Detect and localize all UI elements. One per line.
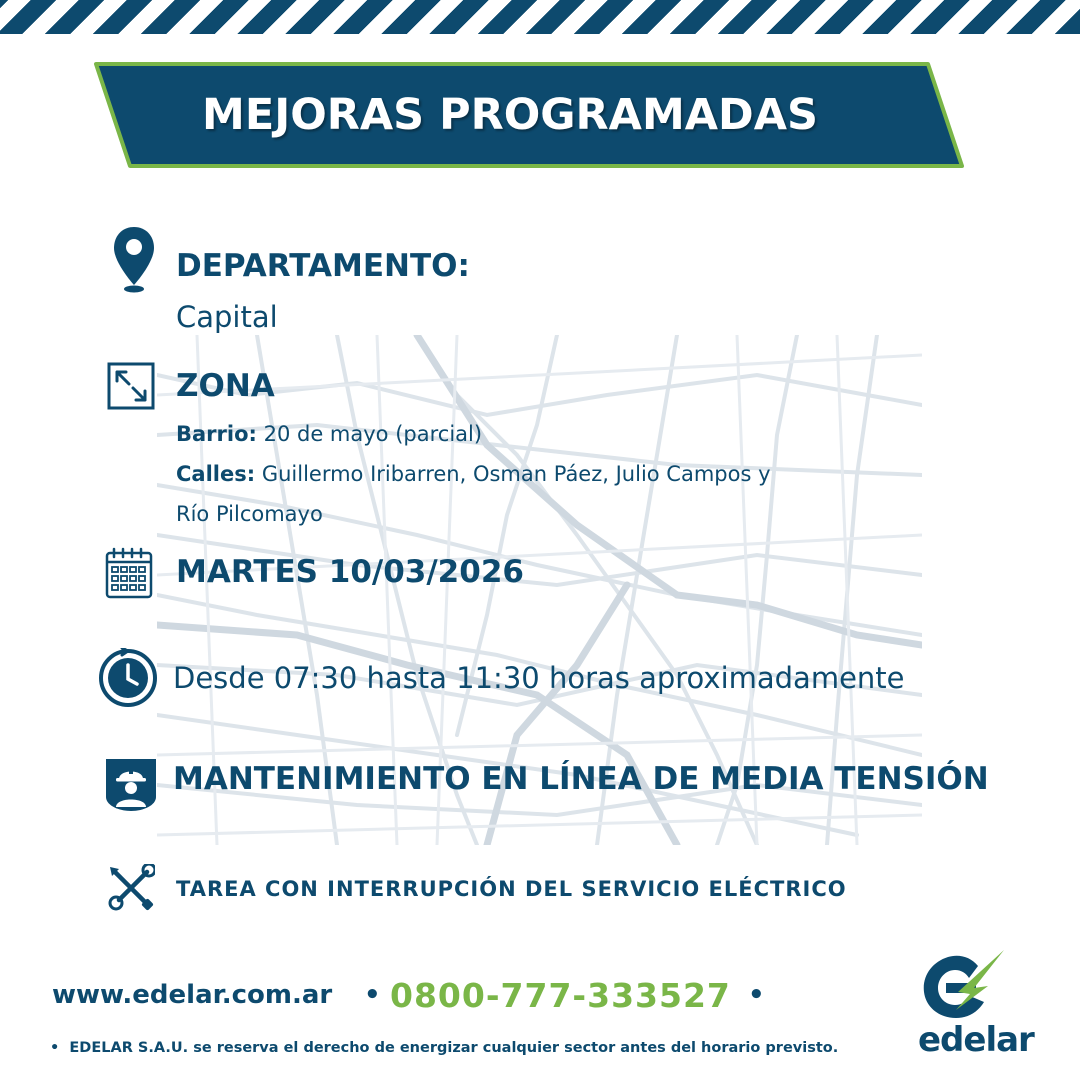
hazard-stripes (0, 0, 1080, 34)
expand-arrows-icon (107, 362, 155, 410)
zona-calles (176, 454, 771, 494)
zona-barrio (176, 414, 482, 454)
edelar-logo-icon (916, 948, 1006, 1024)
edelar-logo-text: edelar (918, 1020, 1034, 1060)
departamento-heading: DEPARTAMENTO: (176, 248, 470, 284)
footer-separator: • (364, 980, 381, 1010)
phone-number[interactable]: 0800-777-333527 (390, 976, 731, 1015)
calles-value-line2: Río Pilcomayo (176, 502, 323, 526)
zona-heading: ZONA (176, 368, 275, 404)
tools-icon (107, 864, 155, 912)
clock-icon (98, 648, 158, 708)
note-bullet: • (50, 1040, 60, 1056)
barrio-value: 20 de mayo (parcial) (263, 422, 483, 446)
footer-note (50, 1040, 838, 1056)
departamento-value: Capital (176, 300, 278, 334)
calles-value-line1: Guillermo Iribarren, Osman Páez, Julio Campos y (261, 462, 771, 486)
calles-label: Calles: (176, 462, 256, 486)
trabajo-text: MANTENIMIENTO EN LÍNEA DE MEDIA TENSIÓN (173, 761, 989, 797)
footer-separator-end: • (748, 980, 765, 1010)
tarea-text: TAREA CON INTERRUPCIÓN DEL SERVICIO ELÉCTRICO (176, 877, 847, 901)
barrio-label: Barrio: (176, 422, 257, 446)
map-pin-icon (111, 225, 157, 295)
worker-helmet-icon (104, 757, 158, 813)
website-link[interactable]: www.edelar.com.ar (52, 980, 333, 1010)
horario-text: Desde 07:30 hasta 11:30 horas aproximadamente (173, 661, 905, 695)
page-title: MEJORAS PROGRAMADAS (202, 90, 818, 140)
note-text: EDELAR S.A.U. se reserva el derecho de energizar cualquier sector antes del horario previsto. (69, 1040, 839, 1056)
calendar-icon (105, 547, 153, 599)
fecha-text: MARTES 10/03/2026 (176, 554, 524, 590)
